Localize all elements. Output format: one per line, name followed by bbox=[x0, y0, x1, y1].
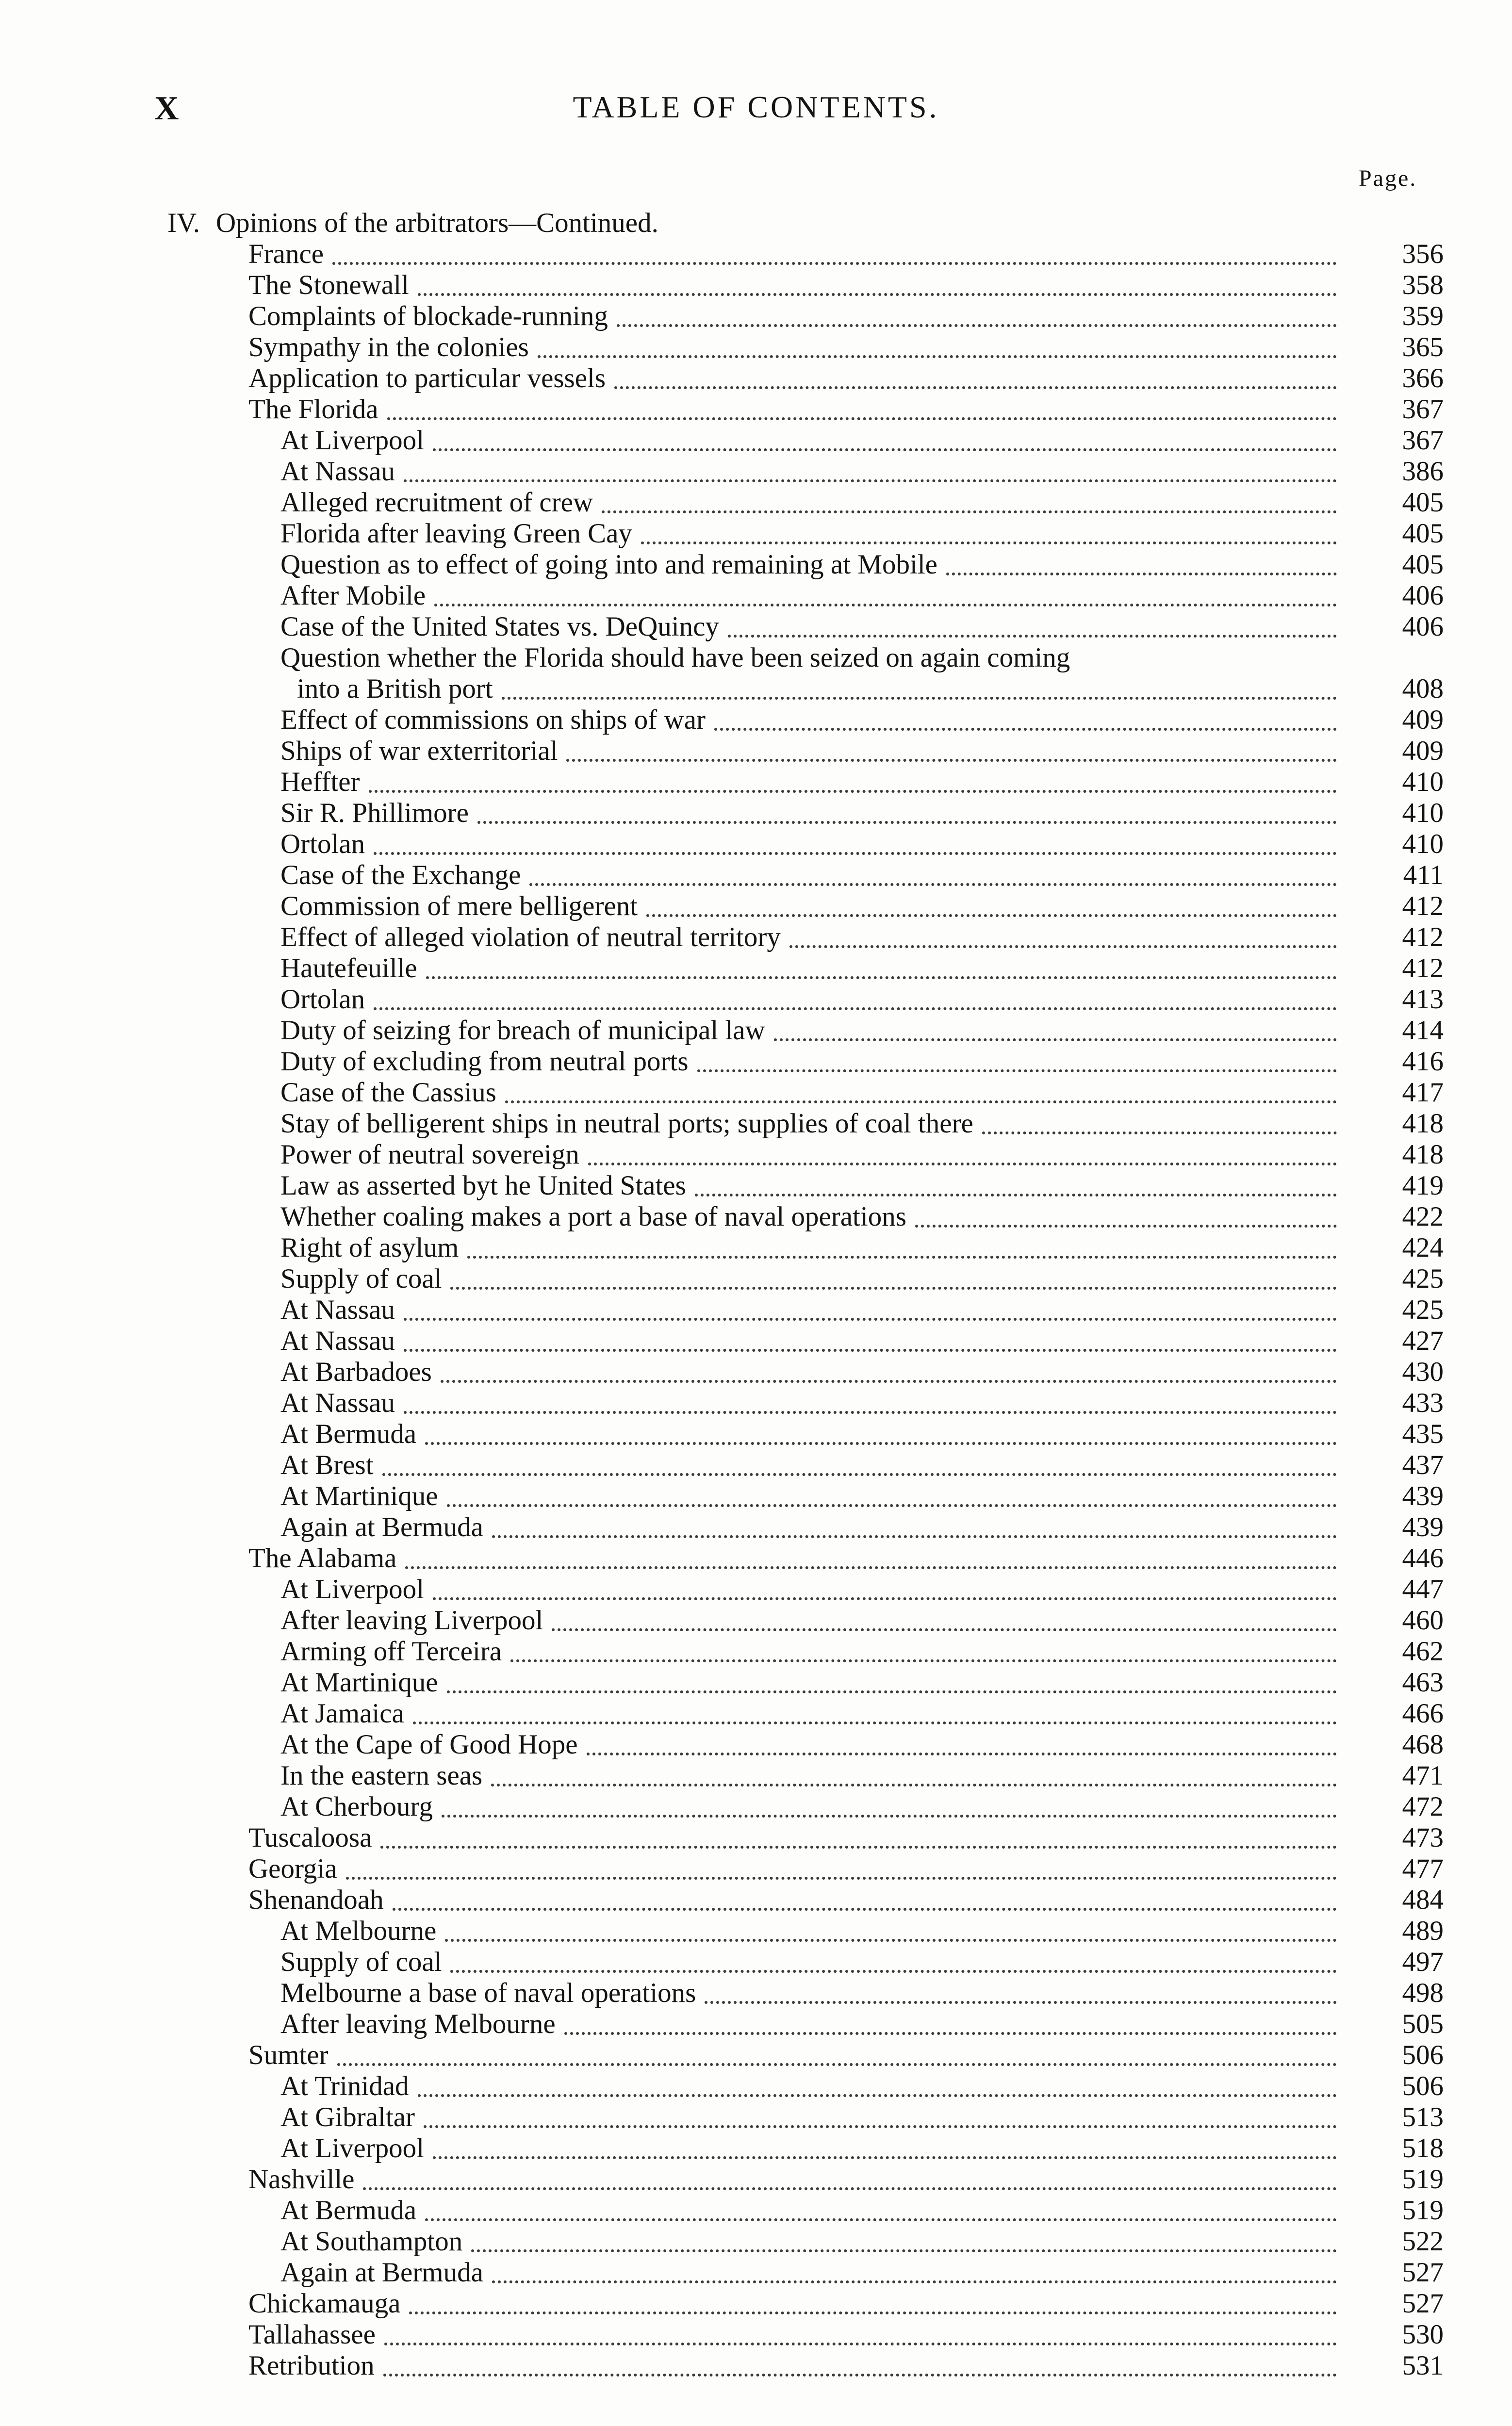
dot-leader bbox=[374, 1007, 1337, 1010]
toc-entry bbox=[0, 1357, 1512, 1388]
toc-entry-page: 473 bbox=[1402, 1822, 1444, 1853]
toc-entry bbox=[0, 1139, 1512, 1170]
toc-entry bbox=[0, 1015, 1512, 1046]
toc-entry-title: At Gibraltar bbox=[280, 2102, 415, 2132]
toc-entry bbox=[0, 829, 1512, 860]
toc-entry-page: 412 bbox=[1402, 953, 1444, 984]
dot-leader bbox=[404, 479, 1337, 482]
toc-entry-page: 410 bbox=[1402, 829, 1444, 859]
section-numeral: IV. bbox=[167, 208, 200, 238]
toc-entry-title: At Southampton bbox=[280, 2226, 463, 2257]
toc-entry-title: At Melbourne bbox=[280, 1916, 437, 1946]
toc-entry-title: After Mobile bbox=[280, 580, 426, 611]
toc-entry-page: 530 bbox=[1402, 2319, 1444, 2350]
dot-leader bbox=[418, 2094, 1337, 2097]
toc-entry-title: Duty of excluding from neutral ports bbox=[280, 1046, 689, 1077]
dot-leader bbox=[404, 1411, 1337, 1414]
toc-entry-page: 519 bbox=[1402, 2195, 1444, 2226]
toc-entry-title: The Alabama bbox=[248, 1543, 397, 1574]
dot-leader bbox=[404, 1349, 1337, 1352]
toc-entry bbox=[0, 1978, 1512, 2009]
toc-entry bbox=[0, 860, 1512, 891]
toc-entry bbox=[0, 1046, 1512, 1077]
toc-entry-page: 406 bbox=[1402, 611, 1444, 642]
toc-entry bbox=[0, 736, 1512, 767]
toc-entry-page: 408 bbox=[1402, 673, 1444, 704]
dot-leader bbox=[442, 1815, 1337, 1818]
dot-leader bbox=[617, 324, 1337, 327]
dot-leader bbox=[413, 1721, 1337, 1724]
toc-entry-page: 433 bbox=[1402, 1388, 1444, 1418]
toc-entry bbox=[0, 1791, 1512, 1822]
page-folio: X bbox=[154, 90, 180, 127]
toc-entry bbox=[0, 1450, 1512, 1481]
toc-entry bbox=[0, 2009, 1512, 2040]
toc-entry-page: 359 bbox=[1402, 301, 1444, 331]
toc-entry bbox=[0, 1232, 1512, 1263]
dot-leader bbox=[982, 1131, 1337, 1134]
dot-leader bbox=[946, 573, 1337, 575]
toc-entry bbox=[0, 1729, 1512, 1760]
toc-entry-title: The Florida bbox=[248, 394, 378, 425]
toc-entry-title: At Jamaica bbox=[280, 1698, 404, 1729]
toc-entry-title: At Martinique bbox=[280, 1667, 438, 1698]
toc-entry-title: Again at Bermuda bbox=[280, 1512, 483, 1542]
toc-entry-title: At the Cape of Good Hope bbox=[280, 1729, 578, 1760]
toc-entry bbox=[0, 2102, 1512, 2133]
dot-leader bbox=[332, 262, 1337, 265]
dot-leader bbox=[646, 914, 1337, 917]
toc-entry-page: 367 bbox=[1402, 425, 1444, 456]
toc-entry-page: 527 bbox=[1402, 2288, 1444, 2319]
toc-entry-title: Nashville bbox=[248, 2164, 355, 2195]
toc-entry-page: 427 bbox=[1402, 1326, 1444, 1356]
toc-entry-page: 418 bbox=[1402, 1139, 1444, 1170]
toc-entry-title: At Barbadoes bbox=[280, 1357, 432, 1387]
toc-entry bbox=[0, 611, 1512, 642]
toc-entry-title: At Trinidad bbox=[280, 2071, 409, 2101]
toc-entry bbox=[0, 2195, 1512, 2226]
toc-entry-title: Case of the Cassius bbox=[280, 1077, 496, 1108]
toc-entry-title: Complaints of blockade-running bbox=[248, 301, 608, 331]
toc-entry bbox=[0, 1916, 1512, 1947]
toc-entry bbox=[0, 1947, 1512, 1978]
toc-entry bbox=[0, 1108, 1512, 1139]
toc-entry bbox=[0, 456, 1512, 487]
toc-entry-title: Effect of alleged violation of neutral territory bbox=[280, 922, 781, 952]
toc-entry bbox=[0, 363, 1512, 394]
toc-entry-page: 435 bbox=[1402, 1419, 1444, 1449]
toc-entry-title: Tallahassee bbox=[248, 2319, 376, 2350]
dot-leader bbox=[502, 697, 1337, 700]
toc-entry-title: Stay of belligerent ships in neutral ports; supplies of coal there bbox=[280, 1108, 973, 1139]
toc-entry bbox=[0, 1543, 1512, 1574]
section-title: Opinions of the arbitrators—Continued. bbox=[216, 208, 658, 238]
dot-leader bbox=[714, 728, 1337, 731]
toc-entry-page: 405 bbox=[1402, 518, 1444, 549]
toc-entry-page: 484 bbox=[1402, 1885, 1444, 1915]
toc-entry-page: 358 bbox=[1402, 270, 1444, 300]
toc-entry bbox=[0, 984, 1512, 1015]
toc-entry-page: 411 bbox=[1403, 860, 1444, 890]
toc-entry-title: The Stonewall bbox=[248, 270, 409, 300]
toc-entry bbox=[0, 798, 1512, 829]
toc-entry-page: 430 bbox=[1402, 1357, 1444, 1387]
toc-entry-page: 527 bbox=[1402, 2257, 1444, 2288]
dot-leader bbox=[529, 883, 1337, 886]
toc-entry-page: 425 bbox=[1402, 1295, 1444, 1325]
toc-entry bbox=[0, 922, 1512, 953]
toc-entry bbox=[0, 2133, 1512, 2164]
toc-entry-page: 416 bbox=[1402, 1046, 1444, 1077]
toc-entry-title: In the eastern seas bbox=[280, 1760, 483, 1791]
toc-entry-page: 519 bbox=[1402, 2164, 1444, 2195]
toc-entry-title: Case of the Exchange bbox=[280, 860, 521, 890]
toc-entry bbox=[0, 1822, 1512, 1853]
toc-entry-page: 446 bbox=[1402, 1543, 1444, 1574]
toc-entry-title: Right of asylum bbox=[280, 1232, 459, 1263]
toc-entry-page: 418 bbox=[1402, 1108, 1444, 1139]
toc-entry-title: Florida after leaving Green Cay bbox=[280, 518, 632, 549]
toc-entry-page: 439 bbox=[1402, 1481, 1444, 1511]
toc-entry-page: 522 bbox=[1402, 2226, 1444, 2257]
toc-entry bbox=[0, 270, 1512, 301]
toc-entry bbox=[0, 301, 1512, 332]
toc-entry-title: At Cherbourg bbox=[280, 1791, 433, 1822]
toc-entry-title: At Martinique bbox=[280, 1481, 438, 1511]
toc-entry-title: At Liverpool bbox=[280, 1574, 425, 1605]
toc-entry-page: 410 bbox=[1402, 767, 1444, 797]
toc-entry-page: 471 bbox=[1402, 1760, 1444, 1791]
dot-leader bbox=[774, 1038, 1337, 1041]
toc-entry bbox=[0, 487, 1512, 518]
toc-entry bbox=[0, 2257, 1512, 2288]
toc-entry-title: Commission of mere belligerent bbox=[280, 891, 638, 921]
toc-entry bbox=[0, 1667, 1512, 1698]
toc-entry-page: 472 bbox=[1402, 1791, 1444, 1822]
toc-entry-title: Again at Bermuda bbox=[280, 2257, 483, 2288]
toc-entry-title: Arming off Terceira bbox=[280, 1636, 502, 1667]
toc-entry-page: 489 bbox=[1402, 1916, 1444, 1946]
page-column-label: Page. bbox=[1359, 165, 1417, 191]
dot-leader bbox=[491, 1784, 1337, 1787]
toc-entry-page: 466 bbox=[1402, 1698, 1444, 1729]
toc-entry-title: Effect of commissions on ships of war bbox=[280, 705, 706, 735]
toc-entry-title: Ships of war exterritorial bbox=[280, 736, 558, 766]
dot-leader bbox=[409, 2311, 1337, 2314]
dot-leader bbox=[566, 759, 1337, 762]
toc-entry-page: 409 bbox=[1402, 736, 1444, 766]
toc-entry bbox=[0, 673, 1512, 705]
toc-entry-title: At Bermuda bbox=[280, 1419, 417, 1449]
toc-entry bbox=[0, 518, 1512, 549]
dot-leader bbox=[374, 852, 1337, 855]
toc-entry bbox=[0, 953, 1512, 984]
toc-entry-title: Ortolan bbox=[280, 829, 365, 859]
dot-leader bbox=[602, 510, 1337, 513]
toc-entry bbox=[0, 2288, 1512, 2319]
dot-leader bbox=[695, 1194, 1337, 1197]
toc-entry bbox=[0, 580, 1512, 611]
dot-leader bbox=[697, 1069, 1337, 1072]
toc-entry-page: 498 bbox=[1402, 1978, 1444, 2008]
toc-entry-page: 506 bbox=[1402, 2040, 1444, 2070]
toc-entry bbox=[0, 549, 1512, 580]
toc-entry bbox=[0, 2319, 1512, 2350]
toc-entry bbox=[0, 2164, 1512, 2195]
toc-entry bbox=[0, 1512, 1512, 1543]
toc-entry-title: At Nassau bbox=[280, 1295, 395, 1325]
dot-leader bbox=[433, 1597, 1337, 1600]
toc-entry-page: 417 bbox=[1402, 1077, 1444, 1108]
toc-entry-page: 531 bbox=[1402, 2350, 1444, 2381]
toc-entry-title: Supply of coal bbox=[280, 1947, 442, 1977]
toc-entry-page: 425 bbox=[1402, 1263, 1444, 1294]
dot-leader bbox=[564, 2032, 1337, 2035]
toc-entry-title: At Nassau bbox=[280, 456, 395, 487]
toc-entry-title: Shenandoah bbox=[248, 1885, 384, 1915]
toc-entry-title: After leaving Liverpool bbox=[280, 1605, 543, 1636]
dot-leader bbox=[384, 2343, 1337, 2345]
toc-entry-title: Sir R. Phillimore bbox=[280, 798, 469, 828]
toc-entry-title: Power of neutral sovereign bbox=[280, 1139, 579, 1170]
toc-entry-title: Tuscaloosa bbox=[248, 1822, 372, 1853]
toc-entry-title: Case of the United States vs. DeQuincy bbox=[280, 611, 719, 642]
toc-entry-title: After leaving Melbourne bbox=[280, 2009, 556, 2039]
toc-entry bbox=[0, 1636, 1512, 1667]
dot-leader bbox=[404, 1318, 1337, 1321]
toc-entry-page: 439 bbox=[1402, 1512, 1444, 1542]
dot-leader bbox=[492, 1535, 1337, 1538]
dot-leader bbox=[450, 1287, 1337, 1290]
toc-entry-page: 365 bbox=[1402, 332, 1444, 362]
toc-entry-title: Hautefeuille bbox=[280, 953, 417, 984]
dot-leader bbox=[337, 2063, 1337, 2066]
toc-entry-title: Alleged recruitment of crew bbox=[280, 487, 593, 518]
dot-leader bbox=[477, 821, 1337, 824]
dot-leader bbox=[426, 976, 1337, 979]
dot-leader bbox=[425, 1442, 1337, 1445]
dot-leader bbox=[538, 355, 1337, 358]
toc-entry-title: Question whether the Florida should have been seized on again coming bbox=[280, 642, 1070, 673]
dot-leader bbox=[505, 1100, 1337, 1103]
dot-leader bbox=[728, 635, 1337, 638]
toc-entry bbox=[0, 1885, 1512, 1916]
toc-entry bbox=[0, 394, 1512, 425]
toc-entry-title: Law as asserted byt he United States bbox=[280, 1170, 686, 1201]
toc-entry-page: 405 bbox=[1402, 549, 1444, 580]
dot-leader bbox=[447, 1690, 1337, 1693]
toc-entry-title: Sumter bbox=[248, 2040, 329, 2070]
toc-entry-title: At Nassau bbox=[280, 1326, 395, 1356]
toc-entry-title: Whether coaling makes a port a base of naval operations bbox=[280, 1201, 906, 1232]
toc-entry bbox=[0, 2071, 1512, 2102]
toc-entry bbox=[0, 1698, 1512, 1729]
toc-entry-page: 409 bbox=[1402, 705, 1444, 735]
toc-entry-title: At Liverpool bbox=[280, 2133, 425, 2164]
toc-entry-page: 460 bbox=[1402, 1605, 1444, 1636]
dot-leader bbox=[434, 604, 1337, 606]
toc-entry bbox=[0, 1263, 1512, 1295]
dot-leader bbox=[552, 1628, 1337, 1631]
dot-leader bbox=[614, 386, 1337, 389]
toc-entry-title: At Brest bbox=[280, 1450, 374, 1480]
toc-entry bbox=[0, 1388, 1512, 1419]
dot-leader bbox=[405, 1566, 1337, 1569]
toc-entry-title: At Bermuda bbox=[280, 2195, 417, 2226]
dot-leader bbox=[587, 1753, 1337, 1755]
dot-leader bbox=[424, 2125, 1337, 2128]
toc-entry-page: 506 bbox=[1402, 2071, 1444, 2101]
toc-entry-page: 518 bbox=[1402, 2133, 1444, 2164]
toc-entry bbox=[0, 705, 1512, 736]
toc-entry bbox=[0, 2040, 1512, 2071]
toc-entry-page: 497 bbox=[1402, 1947, 1444, 1977]
toc-entry-page: 419 bbox=[1402, 1170, 1444, 1201]
toc-entry-page: 477 bbox=[1402, 1853, 1444, 1884]
toc-entry bbox=[0, 1605, 1512, 1636]
toc-entry-title: At Nassau bbox=[280, 1388, 395, 1418]
toc-entry-page: 412 bbox=[1402, 891, 1444, 921]
dot-leader bbox=[510, 1659, 1337, 1662]
toc-entry-page: 414 bbox=[1402, 1015, 1444, 1046]
toc-entry-title: Chickamauga bbox=[248, 2288, 401, 2319]
section-heading bbox=[167, 208, 658, 239]
toc-entry-title: Georgia bbox=[248, 1853, 337, 1884]
dot-leader bbox=[447, 1504, 1337, 1507]
toc-entry-page: 462 bbox=[1402, 1636, 1444, 1667]
dot-leader bbox=[915, 1225, 1337, 1228]
dot-leader bbox=[418, 293, 1337, 296]
dot-leader bbox=[450, 1970, 1337, 1973]
toc-entry-title: France bbox=[248, 239, 324, 269]
toc-entry-page: 424 bbox=[1402, 1232, 1444, 1263]
toc-entry-title: Ortolan bbox=[280, 984, 365, 1015]
toc-entry bbox=[0, 1853, 1512, 1885]
dot-leader bbox=[387, 417, 1337, 420]
toc-entry bbox=[0, 2226, 1512, 2257]
toc-entry-title: Melbourne a base of naval operations bbox=[280, 1978, 696, 2008]
toc-entry bbox=[0, 239, 1512, 270]
toc-entry-page: 413 bbox=[1402, 984, 1444, 1015]
dot-leader bbox=[383, 2374, 1337, 2377]
toc-entry bbox=[0, 1295, 1512, 1326]
toc-entry-title: At Liverpool bbox=[280, 425, 425, 456]
dot-leader bbox=[363, 2187, 1337, 2190]
dot-leader bbox=[369, 790, 1337, 793]
dot-leader bbox=[425, 2218, 1337, 2221]
toc-entry-page: 513 bbox=[1402, 2102, 1444, 2132]
toc-entry-title: Sympathy in the colonies bbox=[248, 332, 529, 362]
dot-leader bbox=[641, 541, 1337, 544]
toc-entry-title: Duty of seizing for breach of municipal law bbox=[280, 1015, 765, 1046]
toc-entry bbox=[0, 891, 1512, 922]
toc-entry bbox=[0, 767, 1512, 798]
toc-entry-page: 386 bbox=[1402, 456, 1444, 487]
dot-leader bbox=[433, 2156, 1337, 2159]
toc-entry-page: 437 bbox=[1402, 1450, 1444, 1480]
toc-entry-title-continuation: into a British port bbox=[297, 673, 493, 704]
toc-entry-page: 366 bbox=[1402, 363, 1444, 393]
toc-entry-page: 406 bbox=[1402, 580, 1444, 611]
toc-entry-page: 468 bbox=[1402, 1729, 1444, 1760]
toc-entry-title: Retribution bbox=[248, 2350, 375, 2381]
dot-leader bbox=[382, 1473, 1337, 1476]
toc-entry bbox=[0, 1326, 1512, 1357]
dot-leader bbox=[445, 1939, 1337, 1942]
toc-entry-page: 463 bbox=[1402, 1667, 1444, 1698]
running-title: TABLE OF CONTENTS. bbox=[573, 90, 939, 124]
dot-leader bbox=[471, 2249, 1337, 2252]
toc-entry-page: 412 bbox=[1402, 922, 1444, 952]
toc-entry bbox=[0, 1760, 1512, 1791]
toc-entry bbox=[0, 2350, 1512, 2381]
dot-leader bbox=[705, 2001, 1337, 2004]
dot-leader bbox=[467, 1256, 1337, 1259]
toc-entry bbox=[0, 1481, 1512, 1512]
toc-entry-page: 356 bbox=[1402, 239, 1444, 269]
toc-entry-title: Supply of coal bbox=[280, 1263, 442, 1294]
toc-entry-page: 367 bbox=[1402, 394, 1444, 425]
toc-entry bbox=[0, 1574, 1512, 1605]
toc-entry bbox=[0, 1419, 1512, 1450]
toc-entry-page: 447 bbox=[1402, 1574, 1444, 1605]
toc-entry-title: Application to particular vessels bbox=[248, 363, 606, 393]
toc-entry bbox=[0, 425, 1512, 456]
toc-entry-page: 405 bbox=[1402, 487, 1444, 518]
dot-leader bbox=[789, 945, 1337, 948]
toc-entry-title: Question as to effect of going into and remaining at Mobile bbox=[280, 549, 937, 580]
toc-entry bbox=[0, 1201, 1512, 1232]
dot-leader bbox=[433, 448, 1337, 451]
dot-leader bbox=[346, 1877, 1337, 1880]
dot-leader bbox=[492, 2280, 1337, 2283]
toc-entry bbox=[0, 332, 1512, 363]
dot-leader bbox=[588, 1163, 1337, 1165]
toc-entry-page: 410 bbox=[1402, 798, 1444, 828]
toc-entry-title: Heffter bbox=[280, 767, 360, 797]
dot-leader bbox=[441, 1380, 1337, 1383]
dot-leader bbox=[393, 1908, 1337, 1911]
dot-leader bbox=[380, 1846, 1337, 1849]
toc-entry-page: 422 bbox=[1402, 1201, 1444, 1232]
toc-entry-page: 505 bbox=[1402, 2009, 1444, 2039]
toc-entry bbox=[0, 1170, 1512, 1201]
toc-entry bbox=[0, 1077, 1512, 1108]
